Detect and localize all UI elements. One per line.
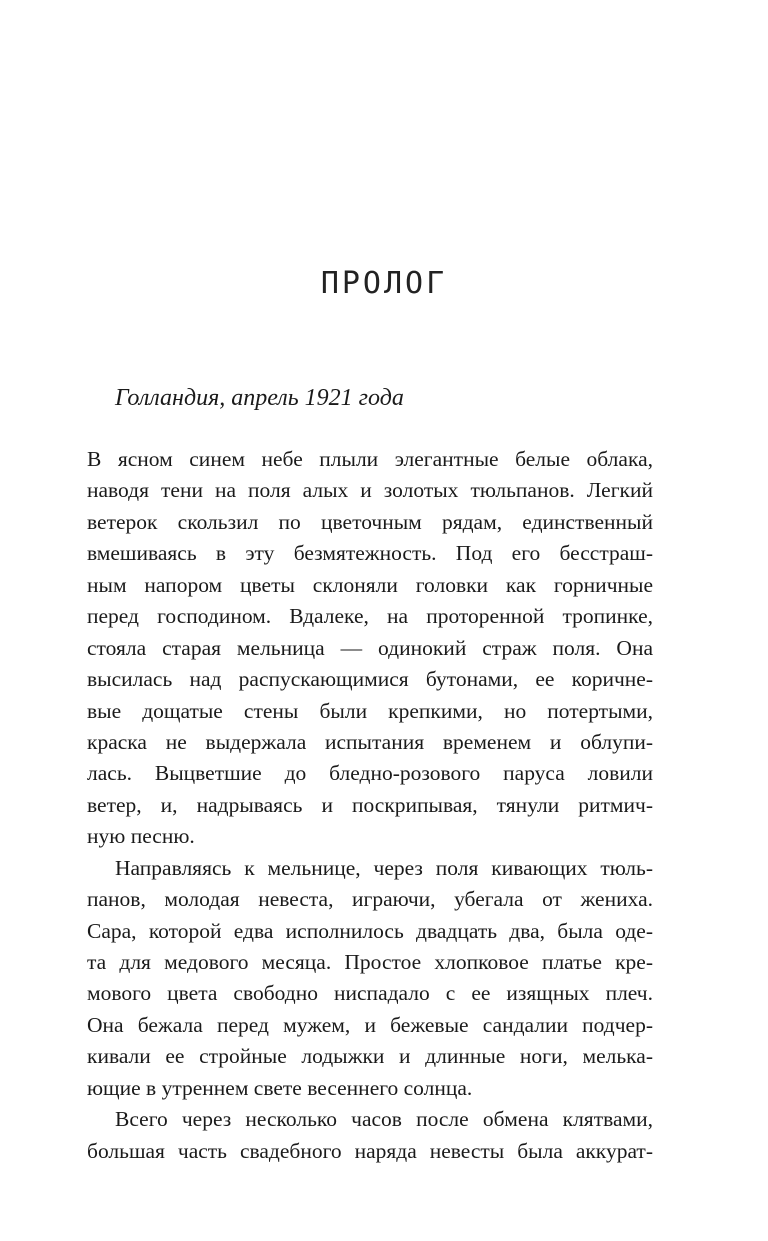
text-line: Всего через несколько часов после обмена клятвами,: [115, 1107, 653, 1132]
text-line: Она бежала перед мужем, и бежевые сандалии подчер-: [87, 1012, 653, 1037]
body-text: [87, 444, 653, 1167]
text-line: кивали ее стройные лодыжки и длинные ноги, мелька-: [87, 1044, 653, 1069]
text-line: стояла старая мельница — одинокий страж поля. Она: [87, 635, 653, 660]
text-line: Направляясь к мельнице, через поля кивающих тюль-: [115, 855, 653, 880]
text-line: ную песню.: [87, 824, 195, 849]
text-line: ветерок скользил по цветочным рядам, единственный: [87, 509, 653, 534]
text-line: ветер, и, надрываясь и поскрипывая, тянули ритмич-: [87, 792, 653, 817]
text-line: та для медового месяца. Простое хлопковое платье кре-: [87, 950, 653, 974]
text-line: Сара, которой едва исполнилось двадцать два, была оде-: [87, 918, 653, 943]
text-line: ющие в утреннем свете весеннего солнца.: [87, 1075, 473, 1100]
text-line: ным напором цветы склоняли головки как горничные: [87, 572, 653, 597]
text-line: высилась над распускающимися бутонами, ее коричне-: [87, 667, 653, 692]
place-date-subtitle: Голландия, апрель 1921 года: [115, 385, 404, 411]
text-line: лась. Выцветшие до бледно-розового паруса ловили: [87, 761, 653, 786]
text-line: В ясном синем небе плыли элегантные белые облака,: [87, 447, 653, 471]
text-line: перед господином. Вдалеке, на проторенной тропинке,: [87, 604, 653, 629]
text-line: вые дощатые стены были крепкими, но потертыми,: [87, 698, 653, 723]
text-line: панов, молодая невеста, играючи, убегала от жениха.: [87, 887, 653, 912]
text-line: большая часть свадебного наряда невесты была аккурат-: [87, 1138, 653, 1163]
text-line: мового цвета свободно ниспадало с ее изящных плеч.: [87, 981, 653, 1006]
text-line: вмешиваясь в эту безмятежность. Под его бесстраш-: [87, 541, 653, 566]
text-line: наводя тени на поля алых и золотых тюльпанов. Легкий: [87, 478, 653, 503]
chapter-title: ПРОЛОГ: [320, 266, 448, 301]
text-line: краска не выдержала испытания временем и облупи-: [87, 729, 653, 754]
